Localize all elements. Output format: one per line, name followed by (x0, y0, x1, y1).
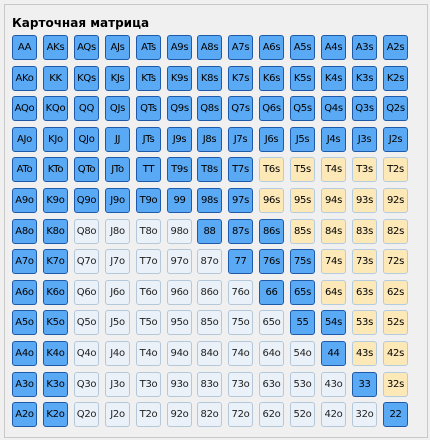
hand-cell-J6s[interactable]: J6s (259, 127, 284, 152)
hand-cell-T7s[interactable]: T7s (228, 157, 253, 182)
hand-cell-K5o[interactable]: K5o (43, 310, 68, 335)
hand-cell-87s[interactable]: 87s (228, 219, 253, 244)
hand-cell-54o[interactable]: 54o (290, 341, 315, 366)
hand-cell-T4s[interactable]: T4s (321, 157, 346, 182)
hand-cell-J5o[interactable]: J5o (105, 310, 130, 335)
hand-cell-KJo[interactable]: KJo (43, 127, 68, 152)
hand-cell-66[interactable]: 66 (259, 280, 284, 305)
hand-cell-J9o[interactable]: J9o (105, 188, 130, 213)
hand-cell-42s[interactable]: 42s (383, 341, 408, 366)
hand-cell-T9o[interactable]: T9o (136, 188, 161, 213)
hand-cell-Q5o[interactable]: Q5o (74, 310, 99, 335)
hand-cell-JTs[interactable]: JTs (136, 127, 161, 152)
hand-cell-J2o[interactable]: J2o (105, 402, 130, 427)
hand-cell-Q6o[interactable]: Q6o (74, 280, 99, 305)
hand-cell-AKs[interactable]: AKs (43, 35, 68, 60)
hand-cell-T4o[interactable]: T4o (136, 341, 161, 366)
hand-cell-KTo[interactable]: KTo (43, 157, 68, 182)
hand-cell-98s[interactable]: 98s (197, 188, 222, 213)
hand-matrix-grid (12, 35, 414, 432)
hand-cell-63s[interactable]: 63s (352, 280, 377, 305)
hand-cell-T2s[interactable]: T2s (383, 157, 408, 182)
hand-cell-73s[interactable]: 73s (352, 249, 377, 274)
hand-cell-54s[interactable]: 54s (321, 310, 346, 335)
hand-cell-A6o[interactable]: A6o (12, 280, 37, 305)
hand-cell-65o[interactable]: 65o (259, 310, 284, 335)
hand-cell-K5s[interactable]: K5s (290, 66, 315, 91)
hand-cell-A6s[interactable]: A6s (259, 35, 284, 60)
hand-cell-KTs[interactable]: KTs (136, 66, 161, 91)
hand-cell-85s[interactable]: 85s (290, 219, 315, 244)
hand-cell-63o[interactable]: 63o (259, 372, 284, 397)
hand-cell-A2o[interactable]: A2o (12, 402, 37, 427)
hand-cell-96o[interactable]: 96o (167, 280, 192, 305)
hand-cell-76o[interactable]: 76o (228, 280, 253, 305)
hand-cell-84s[interactable]: 84s (321, 219, 346, 244)
hand-cell-92s[interactable]: 92s (383, 188, 408, 213)
hand-cell-A5s[interactable]: A5s (290, 35, 315, 60)
hand-cell-JTo[interactable]: JTo (105, 157, 130, 182)
hand-cell-32o[interactable]: 32o (352, 402, 377, 427)
hand-cell-J9s[interactable]: J9s (167, 127, 192, 152)
hand-cell-Q7s[interactable]: Q7s (228, 96, 253, 121)
hand-cell-Q3s[interactable]: Q3s (352, 96, 377, 121)
hand-cell-J3s[interactable]: J3s (352, 127, 377, 152)
hand-cell-A2s[interactable]: A2s (383, 35, 408, 60)
hand-cell-33[interactable]: 33 (352, 372, 377, 397)
hand-cell-64s[interactable]: 64s (321, 280, 346, 305)
hand-cell-QTs[interactable]: QTs (136, 96, 161, 121)
hand-cell-94s[interactable]: 94s (321, 188, 346, 213)
hand-cell-ATo[interactable]: ATo (12, 157, 37, 182)
hand-cell-K6s[interactable]: K6s (259, 66, 284, 91)
hand-cell-75s[interactable]: 75s (290, 249, 315, 274)
hand-cell-74o[interactable]: 74o (228, 341, 253, 366)
hand-cell-A9o[interactable]: A9o (12, 188, 37, 213)
hand-cell-J7s[interactable]: J7s (228, 127, 253, 152)
panel-title: Карточная матрица (12, 16, 150, 30)
hand-cell-T5o[interactable]: T5o (136, 310, 161, 335)
hand-cell-J8o[interactable]: J8o (105, 219, 130, 244)
hand-cell-T7o[interactable]: T7o (136, 249, 161, 274)
hand-cell-92o[interactable]: 92o (167, 402, 192, 427)
hand-cell-T9s[interactable]: T9s (167, 157, 192, 182)
hand-cell-55[interactable]: 55 (290, 310, 315, 335)
hand-cell-86o[interactable]: 86o (197, 280, 222, 305)
hand-cell-QTo[interactable]: QTo (74, 157, 99, 182)
hand-cell-K9o[interactable]: K9o (43, 188, 68, 213)
hand-cell-J5s[interactable]: J5s (290, 127, 315, 152)
hand-cell-Q8o[interactable]: Q8o (74, 219, 99, 244)
hand-cell-94o[interactable]: 94o (167, 341, 192, 366)
hand-cell-95s[interactable]: 95s (290, 188, 315, 213)
hand-cell-K7s[interactable]: K7s (228, 66, 253, 91)
hand-cell-77[interactable]: 77 (228, 249, 253, 274)
hand-cell-A7o[interactable]: A7o (12, 249, 37, 274)
hand-cell-Q7o[interactable]: Q7o (74, 249, 99, 274)
hand-cell-62o[interactable]: 62o (259, 402, 284, 427)
hand-cell-K8s[interactable]: K8s (197, 66, 222, 91)
hand-cell-82o[interactable]: 82o (197, 402, 222, 427)
hand-cell-AA[interactable]: AA (12, 35, 37, 60)
hand-cell-A4o[interactable]: A4o (12, 341, 37, 366)
hand-cell-K4s[interactable]: K4s (321, 66, 346, 91)
hand-cell-43s[interactable]: 43s (352, 341, 377, 366)
hand-cell-J6o[interactable]: J6o (105, 280, 130, 305)
hand-cell-A8s[interactable]: A8s (197, 35, 222, 60)
hand-cell-T6o[interactable]: T6o (136, 280, 161, 305)
hand-cell-KK[interactable]: KK (43, 66, 68, 91)
hand-cell-Q8s[interactable]: Q8s (197, 96, 222, 121)
hand-cell-KJs[interactable]: KJs (105, 66, 130, 91)
hand-cell-65s[interactable]: 65s (290, 280, 315, 305)
hand-cell-53s[interactable]: 53s (352, 310, 377, 335)
hand-cell-86s[interactable]: 86s (259, 219, 284, 244)
hand-cell-A5o[interactable]: A5o (12, 310, 37, 335)
hand-cell-K3s[interactable]: K3s (352, 66, 377, 91)
hand-cell-AJo[interactable]: AJo (12, 127, 37, 152)
hand-cell-Q9o[interactable]: Q9o (74, 188, 99, 213)
hand-cell-93o[interactable]: 93o (167, 372, 192, 397)
hand-cell-96s[interactable]: 96s (259, 188, 284, 213)
hand-cell-22[interactable]: 22 (383, 402, 408, 427)
hand-cell-J4s[interactable]: J4s (321, 127, 346, 152)
hand-cell-K8o[interactable]: K8o (43, 219, 68, 244)
hand-cell-T3s[interactable]: T3s (352, 157, 377, 182)
hand-cell-T6s[interactable]: T6s (259, 157, 284, 182)
hand-cell-A3o[interactable]: A3o (12, 372, 37, 397)
hand-cell-Q4o[interactable]: Q4o (74, 341, 99, 366)
hand-cell-J3o[interactable]: J3o (105, 372, 130, 397)
hand-cell-QJo[interactable]: QJo (74, 127, 99, 152)
hand-cell-52o[interactable]: 52o (290, 402, 315, 427)
hand-cell-AQo[interactable]: AQo (12, 96, 37, 121)
hand-cell-44[interactable]: 44 (321, 341, 346, 366)
hand-cell-A4s[interactable]: A4s (321, 35, 346, 60)
hand-cell-QJs[interactable]: QJs (105, 96, 130, 121)
hand-cell-K4o[interactable]: K4o (43, 341, 68, 366)
hand-cell-74s[interactable]: 74s (321, 249, 346, 274)
hand-cell-Q4s[interactable]: Q4s (321, 96, 346, 121)
hand-cell-AKo[interactable]: AKo (12, 66, 37, 91)
hand-cell-A7s[interactable]: A7s (228, 35, 253, 60)
hand-cell-42o[interactable]: 42o (321, 402, 346, 427)
hand-cell-76s[interactable]: 76s (259, 249, 284, 274)
hand-cell-T8s[interactable]: T8s (197, 157, 222, 182)
hand-cell-T8o[interactable]: T8o (136, 219, 161, 244)
hand-cell-82s[interactable]: 82s (383, 219, 408, 244)
hand-cell-Q9s[interactable]: Q9s (167, 96, 192, 121)
hand-cell-98o[interactable]: 98o (167, 219, 192, 244)
hand-cell-75o[interactable]: 75o (228, 310, 253, 335)
hand-cell-J8s[interactable]: J8s (197, 127, 222, 152)
hand-cell-AJs[interactable]: AJs (105, 35, 130, 60)
hand-cell-83s[interactable]: 83s (352, 219, 377, 244)
hand-cell-Q3o[interactable]: Q3o (74, 372, 99, 397)
hand-cell-A3s[interactable]: A3s (352, 35, 377, 60)
hand-cell-K9s[interactable]: K9s (167, 66, 192, 91)
hand-cell-53o[interactable]: 53o (290, 372, 315, 397)
hand-cell-J2s[interactable]: J2s (383, 127, 408, 152)
hand-cell-Q2o[interactable]: Q2o (74, 402, 99, 427)
hand-cell-AQs[interactable]: AQs (74, 35, 99, 60)
hand-cell-J7o[interactable]: J7o (105, 249, 130, 274)
hand-cell-95o[interactable]: 95o (167, 310, 192, 335)
hand-cell-72s[interactable]: 72s (383, 249, 408, 274)
hand-cell-KQs[interactable]: KQs (74, 66, 99, 91)
hand-cell-QQ[interactable]: QQ (74, 96, 99, 121)
hand-cell-ATs[interactable]: ATs (136, 35, 161, 60)
hand-cell-88[interactable]: 88 (197, 219, 222, 244)
hand-cell-Q5s[interactable]: Q5s (290, 96, 315, 121)
hand-cell-J4o[interactable]: J4o (105, 341, 130, 366)
hand-cell-KQo[interactable]: KQo (43, 96, 68, 121)
hand-cell-T3o[interactable]: T3o (136, 372, 161, 397)
hand-cell-K2s[interactable]: K2s (383, 66, 408, 91)
hand-cell-Q2s[interactable]: Q2s (383, 96, 408, 121)
hand-cell-62s[interactable]: 62s (383, 280, 408, 305)
hand-cell-K7o[interactable]: K7o (43, 249, 68, 274)
hand-cell-97s[interactable]: 97s (228, 188, 253, 213)
hand-cell-84o[interactable]: 84o (197, 341, 222, 366)
hand-cell-64o[interactable]: 64o (259, 341, 284, 366)
hand-cell-87o[interactable]: 87o (197, 249, 222, 274)
hand-cell-K6o[interactable]: K6o (43, 280, 68, 305)
hand-cell-JJ[interactable]: JJ (105, 127, 130, 152)
hand-cell-99[interactable]: 99 (167, 188, 192, 213)
hand-cell-97o[interactable]: 97o (167, 249, 192, 274)
hand-cell-A8o[interactable]: A8o (12, 219, 37, 244)
hand-cell-A9s[interactable]: A9s (167, 35, 192, 60)
hand-cell-52s[interactable]: 52s (383, 310, 408, 335)
hand-cell-93s[interactable]: 93s (352, 188, 377, 213)
hand-cell-T2o[interactable]: T2o (136, 402, 161, 427)
hand-cell-72o[interactable]: 72o (228, 402, 253, 427)
hand-cell-TT[interactable]: TT (136, 157, 161, 182)
hand-cell-73o[interactable]: 73o (228, 372, 253, 397)
hand-cell-K2o[interactable]: K2o (43, 402, 68, 427)
hand-cell-T5s[interactable]: T5s (290, 157, 315, 182)
hand-cell-85o[interactable]: 85o (197, 310, 222, 335)
hand-cell-32s[interactable]: 32s (383, 372, 408, 397)
hand-cell-83o[interactable]: 83o (197, 372, 222, 397)
hand-cell-Q6s[interactable]: Q6s (259, 96, 284, 121)
hand-cell-K3o[interactable]: K3o (43, 372, 68, 397)
hand-cell-43o[interactable]: 43o (321, 372, 346, 397)
